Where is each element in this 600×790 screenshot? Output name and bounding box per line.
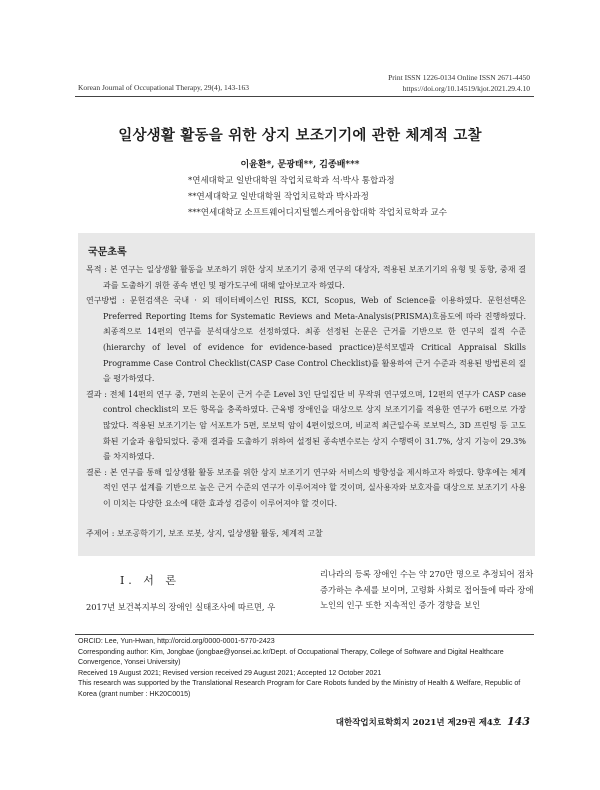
journal-citation: Korean Journal of Occupational Therapy, 29(4), 143-163: [78, 83, 249, 92]
footnote-orcid: ORCID: Lee, Yun-Hwan, http://orcid.org/0000-0001-5770-2423: [78, 637, 275, 645]
doi-link[interactable]: https://doi.org/10.14519/kjot.2021.29.4.10: [402, 84, 530, 93]
author-list: 이윤환*, 문광태**, 김종배***: [240, 160, 360, 170]
paper-title: 일상생활 활동을 위한 상지 보조기기에 관한 체계적 고찰: [118, 127, 482, 144]
abstract-heading: 국문초록: [88, 247, 127, 258]
footer-journal-issue: 대한작업치료학회지 2021년 제29권 제4호: [335, 718, 502, 728]
affiliation-1: *연세대학교 일반대학원 작업치료학과 석·박사 통합과정: [188, 176, 395, 186]
footnotes: [78, 636, 538, 700]
abstract-results: 결과 : 전체 14편의 연구 중, 7편의 논문이 근거 수준 Level 3인 단일집단 비 무작위 연구였으며, 12편의 연구가 CASP case control checklist의 모든 항목을 충족하였다. 근육병 장애인을 대상으로 상지 보조기기를 적용한 연구가 6편으로 가장 많았다. 적용된 보조기기는 암 서포트가 5편, 로보틱 암이 4편이었으며, 비교적 최근일수록 로보틱스, 3D 프린팅 등 고도화된 기술과 융합되었다. 중재 결과를 도출하기 위하여 설정된 종속변수로는 상지 수행력이 31.7%, 상지 기능이 29.3%를 차지하였다.: [86, 389, 526, 462]
issn-line: Print ISSN 1226-0134 Online ISSN 2671-4450: [388, 73, 530, 82]
header-rule: [75, 96, 534, 97]
affiliation-3: ***연세대학교 소프트웨어디지털헬스케어융합대학 작업치료학과 교수: [188, 208, 447, 218]
page-number: 143: [507, 715, 530, 728]
journal-identifiers: [388, 72, 530, 94]
footnote-rule: [75, 634, 534, 635]
abstract-purpose: 목적 : 본 연구는 일상생활 활동을 보조하기 위한 상지 보조기기 중재 연구의 대상자, 적용된 보조기기의 유형 및 동향, 중재 결과를 도출하기 위한 종속 변인 및 평가도구에 대해 알아보고자 하였다.: [86, 265, 526, 290]
footnote-dates: Received 19 August 2021; Revised version received 29 August 2021; Accepted 12 October 2021: [78, 668, 382, 677]
body-left-column: 2017년 보건복지부의 장애인 실태조사에 따르면, 우: [86, 602, 276, 612]
page-footer: [336, 715, 530, 728]
abstract-methods: 연구방법 : 문헌검색은 국내 · 외 데이터베이스인 RISS, KCI, Scopus, Web of Science를 이용하였다. 문헌선택은 Preferred Reporting Items for Systematic Reviews and Meta-Analysis(PRISMA)흐름도에 따라 진행하였다. 최종적으로 14편의 연구를 분석대상으로 선정하였다. 최종 선정된 논문은 근거를 기반으로 한 연구의 질적 수준(hierarchy of level of evidence for evidence-based practice)분석모델과 Critical Appraisal Skills Programme Case Control Checklist(CASP Case Control Checklist)를 활용하여 근거 수준과 적용된 방법론의 질을 평가하였다.: [86, 296, 526, 384]
footnote-corresponding: Corresponding author: Kim, Jongbae (jongbae@yonsei.ac.kr/Dept. of Occupational Therapy, College of Software and Digital Healthcare Convergence, Yonsei University): [78, 647, 504, 667]
section-heading-introduction: I. 서 론: [119, 574, 181, 587]
affiliation-2: **연세대학교 일반대학원 작업치료학과 박사과정: [188, 192, 369, 202]
abstract-keywords: 주제어 : 보조공학기기, 보조 로봇, 상지, 일상생활 활동, 체계적 고찰: [86, 529, 323, 538]
footnote-funding: This research was supported by the Translational Research Program for Care Robots funded by the Ministry of Health & Welfare, Republic of Korea (grant number : HK20C0015): [78, 679, 521, 698]
body-right-column: 리나라의 등록 장애인 수는 약 270만 명으로 추정되어 점차 증가하는 추세를 보이며, 고령화 사회로 접어들에 따라 장애 노인의 인구 또한 지속적인 증가 경향을 보인: [320, 569, 534, 611]
abstract-conclusion: 결론 : 본 연구를 통해 일상생활 활동 보조를 위한 상지 보조기기 연구와 서비스의 방향성을 제시하고자 하였다. 향후에는 체계적인 연구 설계를 기반으로 높은 근거 수준의 연구가 이루어져야 할 것이며, 실사용자와 보호자를 대상으로 보조기기 사용이 미치는 다양한 요소에 대한 효과성 검증이 이루어져야 할 것이다.: [86, 467, 526, 508]
abstract-body: [86, 262, 526, 512]
